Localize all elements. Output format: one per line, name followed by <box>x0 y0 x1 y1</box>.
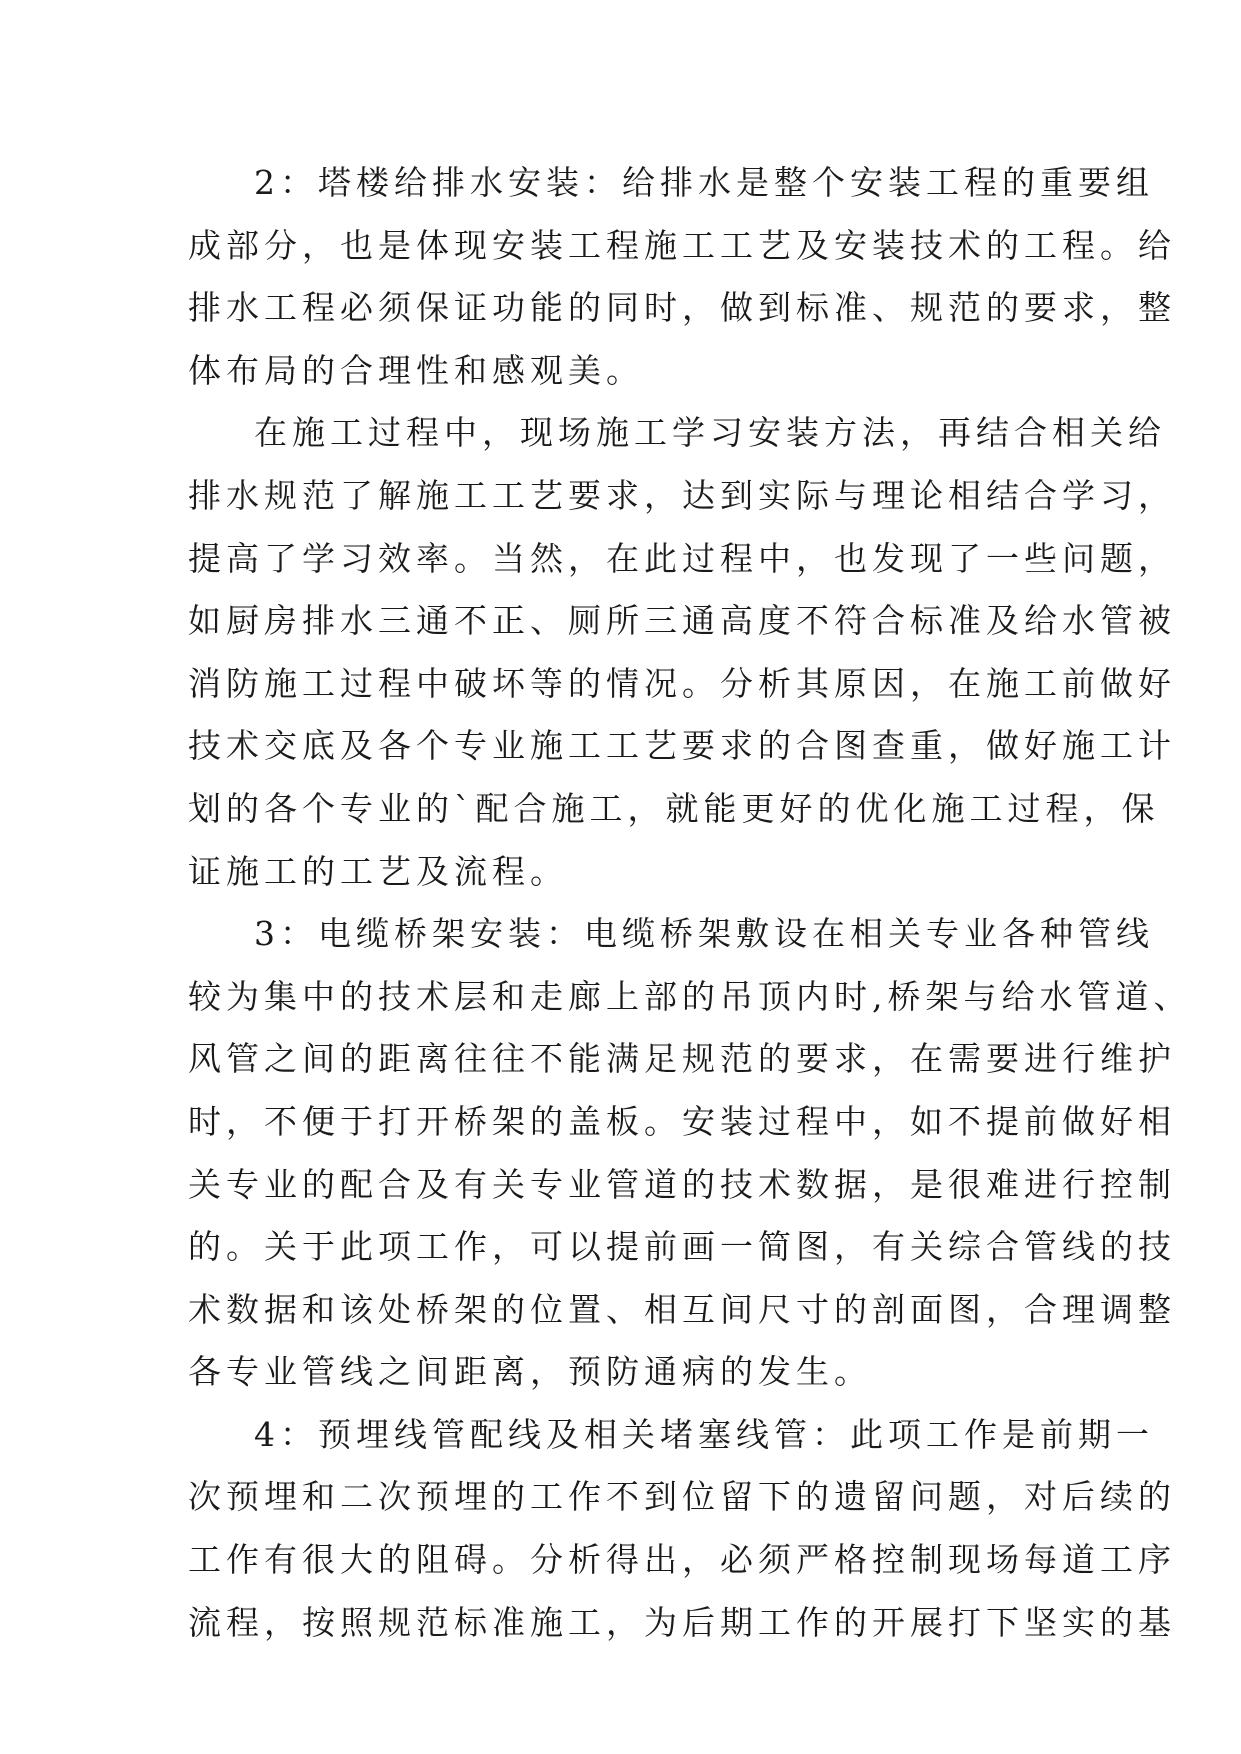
text-line: 消防施工过程中破坏等的情况。分析其原因，在施工前做好 <box>188 663 1176 703</box>
paragraph-tower-water-supply <box>188 152 1176 402</box>
text-line: 如厨房排水三通不正、厕所三通高度不符合标准及给水管被 <box>188 601 1176 641</box>
paragraph-construction-process <box>188 402 1176 903</box>
text-line: 流程，按照规范标准施工，为后期工作的开展打下坚实的基 <box>188 1602 1176 1642</box>
text-line: 次预埋和二次预埋的工作不到位留下的遗留问题，对后续的 <box>188 1477 1176 1517</box>
text-line: 2：塔楼给排水安装：给排水是整个安装工程的重要组 <box>254 163 1154 202</box>
text-line: 证施工的工艺及流程。 <box>188 851 568 891</box>
text-line: 技术交底及各个专业施工工艺要求的合图查重，做好施工计 <box>188 726 1176 766</box>
text-line: 3：电缆桥架安装：电缆桥架敷设在相关专业各种管线 <box>254 914 1154 954</box>
text-line: 各专业管线之间距离，预防通病的发生。 <box>188 1352 872 1392</box>
text-line: 排水规范了解施工工艺要求，达到实际与理论相结合学习， <box>188 475 1176 515</box>
text-line: 时，不便于打开桥架的盖板。安装过程中，如不提前做好相 <box>188 1101 1176 1141</box>
text-line: 风管之间的距离往往不能满足规范的要求，在需要进行维护 <box>188 1039 1176 1079</box>
text-line: 划的各个专业的`配合施工，就能更好的优化施工过程，保 <box>188 788 1160 828</box>
text-line: 排水工程必须保证功能的同时，做到标准、规范的要求，整 <box>188 288 1176 328</box>
text-line: 术数据和该处桥架的位置、相互间尺寸的剖面图，合理调整 <box>188 1289 1176 1329</box>
text-line: 工作有很大的阻碍。分析得出，必须严格控制现场每道工序 <box>188 1540 1176 1580</box>
text-line: 体布局的合理性和感观美。 <box>188 350 644 390</box>
document-body <box>188 152 1192 1654</box>
text-line: 成部分，也是体现安装工程施工工艺及安装技术的工程。给 <box>188 225 1176 265</box>
text-line: 提高了学习效率。当然，在此过程中，也发现了一些问题， <box>188 538 1176 578</box>
text-line: 4：预埋线管配线及相关堵塞线管：此项工作是前期一 <box>254 1414 1154 1454</box>
paragraph-embedded-conduit <box>188 1404 1176 1654</box>
text-line: 关专业的配合及有关专业管道的技术数据，是很难进行控制 <box>188 1164 1176 1204</box>
text-line: 在施工过程中，现场施工学习安装方法，再结合相关给 <box>254 413 1166 453</box>
text-line: 较为集中的技术层和走廊上部的吊顶内时,桥架与给水管道、 <box>188 976 1192 1016</box>
paragraph-cable-tray <box>188 903 1192 1404</box>
text-line: 的。关于此项工作，可以提前画一简图，有关综合管线的技 <box>188 1227 1176 1267</box>
